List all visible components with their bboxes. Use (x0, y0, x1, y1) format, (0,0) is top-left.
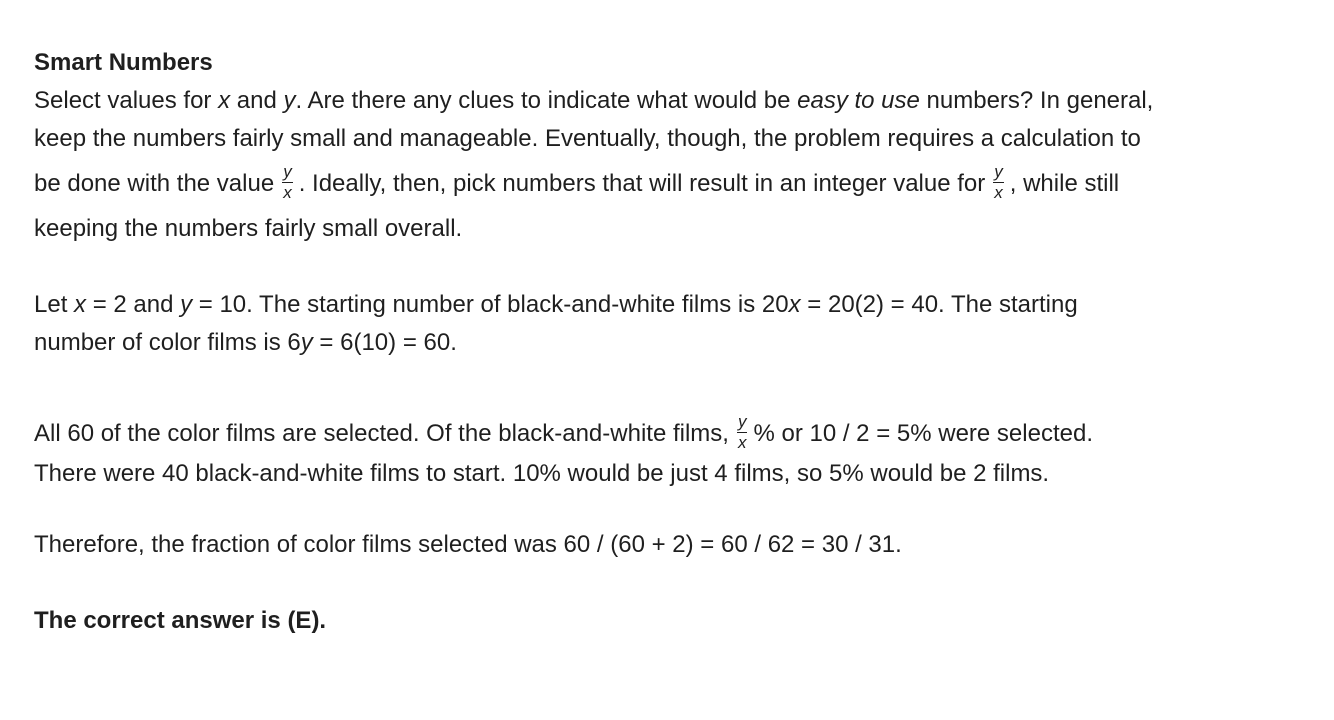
variable-x: x (74, 291, 87, 318)
variable-x: x (788, 291, 801, 318)
paragraph-smart-numbers (34, 82, 1304, 248)
fraction-y-over-x: $\frac{y}{x}$ (283, 162, 292, 203)
p3-line-1: All 60 of the color films are selected. Of the black-and-white films, $\frac{y}{x}$ % or 10 / 2 = 5% were selected. (34, 412, 1093, 453)
correct-answer: The correct answer is (E). (34, 607, 327, 634)
p3-line-2: There were 40 black-and-white films to start. 10% would be just 4 films, so 5% would be 2 films. (34, 460, 1050, 487)
p1-line-4: keeping the numbers fairly small overall. (34, 215, 463, 242)
p1-line-2: keep the numbers fairly small and manageable. Eventually, though, the problem requires a calculation to (34, 125, 1141, 152)
p1-line-3: be done with the value $\frac{y}{x}$ . Ideally, then, pick numbers that will result in an integer value for $\frac{y}{x}$ , while still (34, 162, 1120, 203)
variable-x: x (218, 87, 231, 114)
paragraph-values: Let x = 2 and y = 10. The starting number of black-and-white films is 20x = 20(2) = 40. The starting number of color films is 6y = 6(10) = 60. (34, 291, 1078, 356)
section-heading: Smart Numbers (34, 49, 213, 76)
variable-y: y (300, 329, 313, 356)
fraction-y-over-x: $\frac{y}{x}$ (994, 162, 1003, 203)
explanation-content (34, 44, 1304, 640)
paragraph-fraction-result: Therefore, the fraction of color films selected was 60 / (60 + 2) = 60 / 62 = 30 / 31. (34, 531, 902, 558)
emphasis-text: easy to use (797, 87, 920, 114)
fraction-y-over-x: $\frac{y}{x}$ (737, 412, 747, 453)
paragraph-selection (34, 408, 1304, 488)
variable-y: y (283, 87, 296, 114)
p1-line-1: Select values for x and y. Are there any clues to indicate what would be easy to use numbers? In general, (34, 87, 1154, 114)
variable-y: y (180, 291, 193, 318)
